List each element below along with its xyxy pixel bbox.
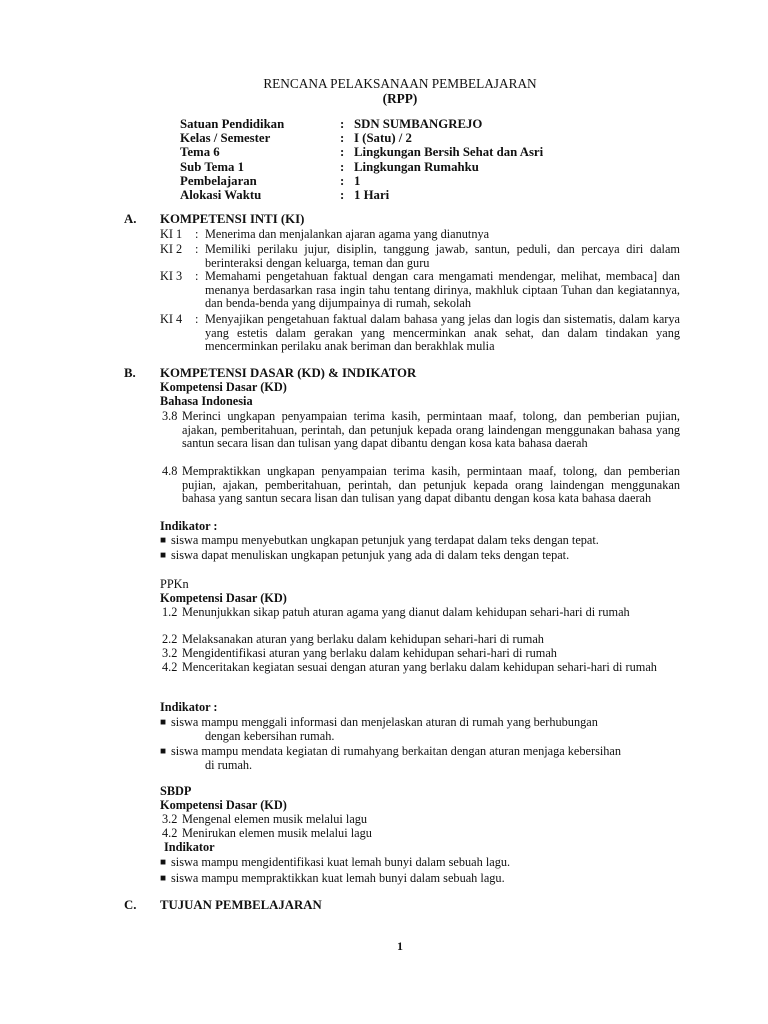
colon: : <box>195 269 199 283</box>
identity-row <box>180 174 543 188</box>
colon: : <box>340 131 345 146</box>
kd-item <box>162 813 680 827</box>
colon: : <box>340 159 345 174</box>
indikator-item <box>160 534 682 548</box>
section-title: TUJUAN PEMBELAJARAN <box>160 898 322 912</box>
section-title: KOMPETENSI INTI (KI) <box>160 212 305 226</box>
bullet-icon: ■ <box>160 873 167 884</box>
colon: : <box>195 312 199 326</box>
indikator-text: siswa mampu mempraktikkan kuat lemah bunyi dalam sebuah lagu. <box>171 871 505 885</box>
subject-heading: SBDP <box>160 784 192 798</box>
document-subtitle: (RPP) <box>382 91 418 106</box>
bullet-icon: ■ <box>160 535 167 546</box>
colon: : <box>340 188 345 203</box>
kd-number: 4.2 <box>162 660 178 674</box>
indikator-heading: Indikator : <box>160 700 218 714</box>
kd-number: 1.2 <box>162 605 178 619</box>
bullet-icon: ■ <box>160 717 167 728</box>
kd-heading: Kompetensi Dasar (KD) <box>160 591 287 605</box>
ki-text: Menerima dan menjalankan ajaran agama yang dianutnya <box>205 227 490 241</box>
ki-row <box>160 228 680 242</box>
identity-label: Pembelajaran <box>180 173 257 188</box>
subject-heading: PPKn <box>160 577 189 591</box>
indikator-heading: Indikator <box>164 840 215 854</box>
kd-item <box>162 606 680 620</box>
ki-code: KI 2 <box>160 242 183 256</box>
page-number: 1 <box>397 939 403 953</box>
ki-text: Menyajikan pengetahuan faktual dalam bahasa yang jelas dan logis dan sistematis, dalam karya yang estetis dalam gerakan yang mencerminkan anak sehat, dan dalam tindakan yang mencerminkan perilaku anak beriman dan berakhlak mulia <box>205 312 680 354</box>
identity-row <box>180 160 543 174</box>
indikator-item <box>160 856 682 870</box>
colon: : <box>195 227 199 241</box>
kd-number: 4.8 <box>162 464 178 478</box>
kd-number: 2.2 <box>162 632 178 646</box>
identity-row <box>180 188 543 202</box>
kd-text: Mempraktikkan ungkapan penyampaian terima kasih, permintaan maaf, tolong, dan pemberian pujian, ajakan, pemberitahuan, perintah, dan petunjuk kepada orang laindengan menggunakan bahasa yang santun secara lisan dan tulisan yang dapat dibantu dengan kosa kata bahasa daerah <box>182 464 680 506</box>
section-a-heading <box>124 213 304 227</box>
section-title: KOMPETENSI DASAR (KD) & INDIKATOR <box>160 366 417 380</box>
identity-table <box>180 117 543 202</box>
kd-text: Mengidentifikasi aturan yang berlaku dalam kehidupan sehari-hari di rumah <box>182 646 557 660</box>
identity-row <box>180 131 543 145</box>
colon: : <box>340 117 345 131</box>
identity-value: Lingkungan Bersih Sehat dan Asri <box>354 145 544 160</box>
kd-item <box>162 465 680 506</box>
ki-text: Memahami pengetahuan faktual dengan cara mengamati mendengar, melihat, membaca] dan menanya berdasarkan rasa ingin tahu tentang dirinya, makhluk ciptaan Tuhan dan kegiatannya, dan benda-benda yang dijumpainya di rumah, sekolah <box>205 269 680 311</box>
identity-row <box>180 145 543 159</box>
indikator-item <box>160 745 682 772</box>
kd-text: Menirukan elemen musik melalui lagu <box>182 826 372 840</box>
indikator-text: siswa dapat menuliskan ungkapan petunjuk yang ada di dalam teks dengan tepat. <box>171 548 570 562</box>
indikator-item <box>160 716 682 743</box>
ki-code: KI 4 <box>160 312 183 326</box>
kd-item <box>162 647 680 661</box>
subject-heading: Bahasa Indonesia <box>160 394 253 408</box>
identity-label: Satuan Pendidikan <box>180 117 285 131</box>
identity-value: 1 Hari <box>354 188 390 203</box>
bullet-icon: ■ <box>160 550 167 561</box>
kd-text: Menceritakan kegiatan sesuai dengan aturan yang berlaku dalam kehidupan sehari-hari di rumah <box>182 660 657 674</box>
kd-text: Menunjukkan sikap patuh aturan agama yang dianut dalam kehidupan sehari-hari di rumah <box>182 605 630 619</box>
indikator-item <box>160 549 682 563</box>
kd-number: 3.2 <box>162 646 178 660</box>
kd-text: Mengenal elemen musik melalui lagu <box>182 812 368 826</box>
bullet-icon: ■ <box>160 857 167 868</box>
indikator-text: siswa mampu menyebutkan ungkapan petunjuk yang terdapat dalam teks dengan tepat. <box>171 533 599 547</box>
bullet-icon: ■ <box>160 746 167 757</box>
indikator-text: siswa mampu menggali informasi dan menjelaskan aturan di rumah yang berhubungan <box>171 715 598 729</box>
colon: : <box>195 242 199 256</box>
indikator-heading: Indikator : <box>160 519 218 533</box>
identity-row <box>180 117 543 131</box>
ki-row <box>160 243 680 270</box>
identity-label: Kelas / Semester <box>180 131 271 146</box>
identity-value: 1 <box>354 173 361 188</box>
kd-number: 3.2 <box>162 812 178 826</box>
section-letter: B. <box>124 366 136 380</box>
colon: : <box>340 173 345 188</box>
identity-label: Alokasi Waktu <box>180 188 262 203</box>
kd-item <box>162 633 680 647</box>
section-letter: A. <box>124 212 137 226</box>
ki-code: KI 3 <box>160 269 183 283</box>
identity-value: I (Satu) / 2 <box>354 131 412 146</box>
kd-item <box>162 410 680 451</box>
identity-value: Lingkungan Rumahku <box>354 159 479 174</box>
document-title: RENCANA PELAKSANAAN PEMBELAJARAN <box>263 76 537 91</box>
kd-item <box>162 661 680 675</box>
ki-row <box>160 313 680 354</box>
section-letter: C. <box>124 898 137 912</box>
identity-label: Tema 6 <box>180 145 220 160</box>
indikator-text: siswa mampu mendata kegiatan di rumahyang berkaitan dengan aturan menjaga kebersihan <box>171 744 622 758</box>
kd-number: 3.8 <box>162 409 178 423</box>
indikator-text-cont: di rumah. <box>205 757 253 772</box>
kd-text: Melaksanakan aturan yang berlaku dalam kehidupan sehari-hari di rumah <box>182 632 544 646</box>
ki-code: KI 1 <box>160 227 183 241</box>
kd-heading: Kompetensi Dasar (KD) <box>160 798 287 812</box>
ki-row <box>160 270 680 311</box>
indikator-text: siswa mampu mengidentifikasi kuat lemah bunyi dalam sebuah lagu. <box>171 855 511 869</box>
kd-item <box>162 827 680 841</box>
kd-heading: Kompetensi Dasar (KD) <box>160 380 287 394</box>
identity-value: SDN SUMBANGREJO <box>354 117 483 131</box>
kd-text: Merinci ungkapan penyampaian terima kasih, permintaan maaf, tolong, dan pemberian pujian, ajakan, pemberitahuan, perintah, dan petunjuk kepada orang laindengan menggunakan bahasa yang santun secara lisan dan tulisan yang dapat dibantu dengan kosa kata bahasa daerah <box>182 409 680 451</box>
section-c-heading <box>124 899 322 913</box>
ki-text: Memiliki perilaku jujur, disiplin, tanggung jawab, santun, peduli, dan percaya diri dalam berinteraksi dengan keluarga, teman dan guru <box>205 242 680 270</box>
indikator-item <box>160 872 682 886</box>
indikator-text-cont: dengan kebersihan rumah. <box>205 728 335 743</box>
section-b-heading <box>124 367 416 381</box>
kd-number: 4.2 <box>162 826 178 840</box>
identity-label: Sub Tema 1 <box>180 159 245 174</box>
colon: : <box>340 145 345 160</box>
